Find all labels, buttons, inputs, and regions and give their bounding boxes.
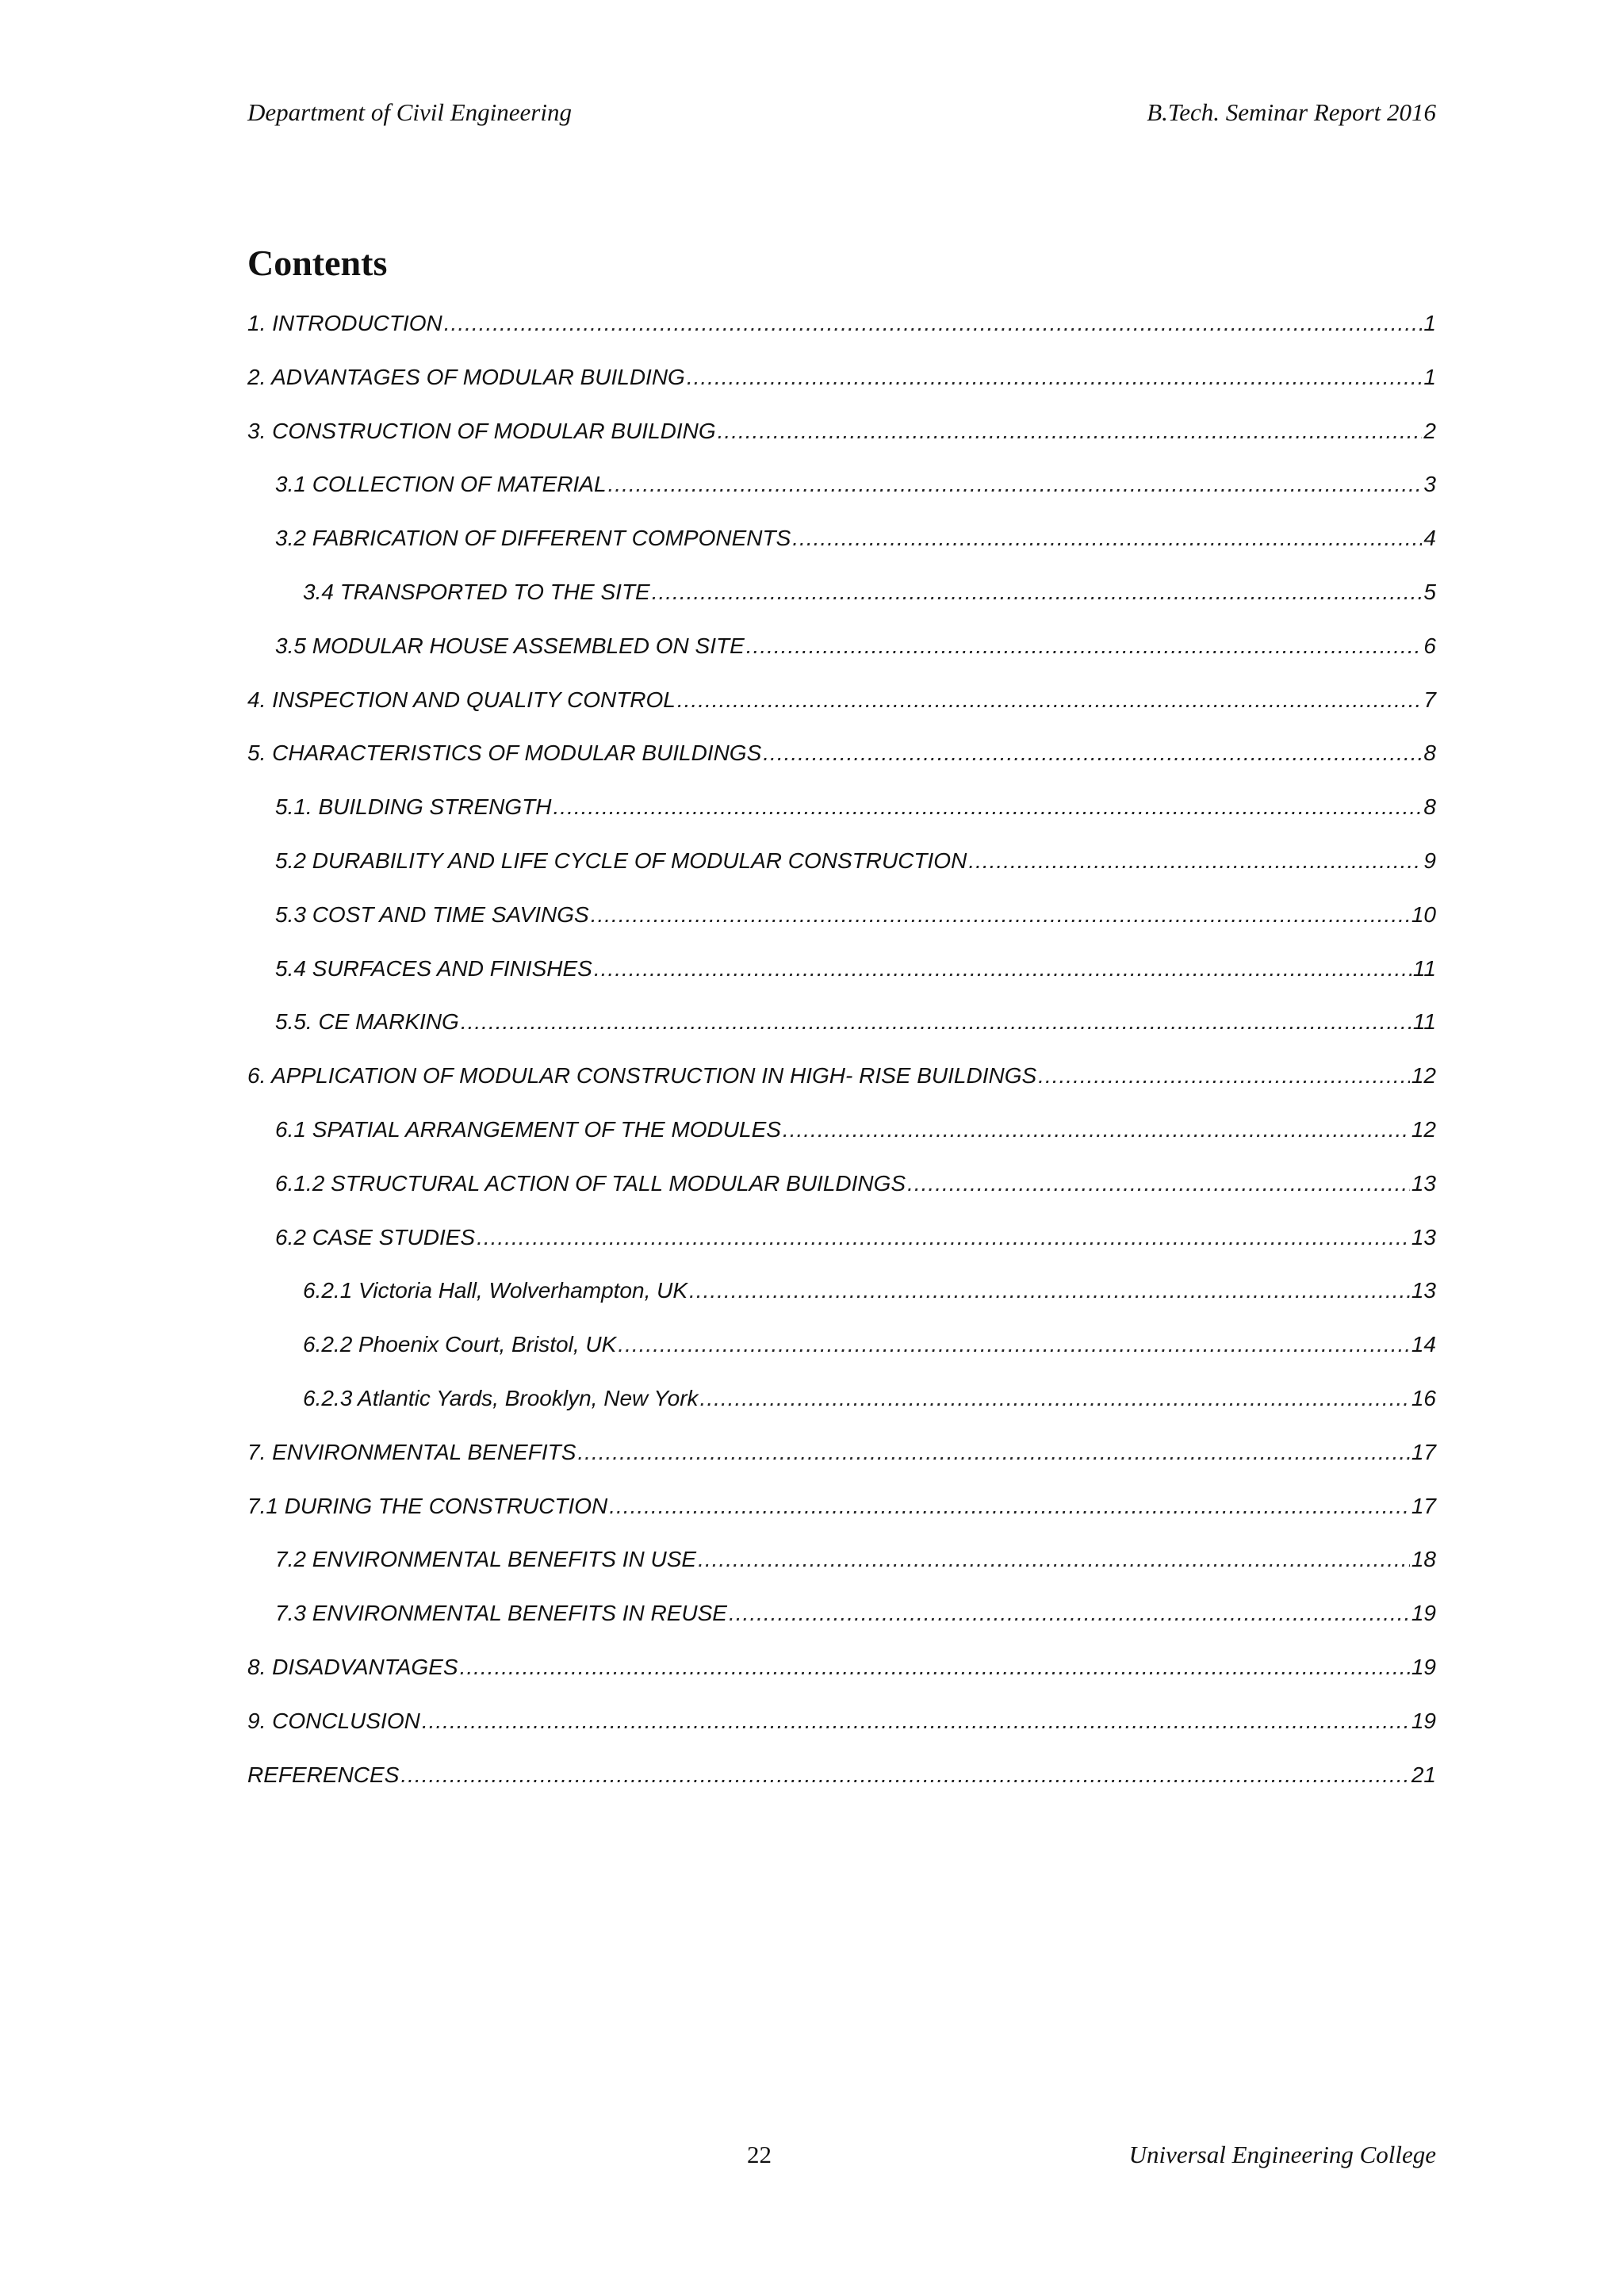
- toc-dot-leader: [689, 1275, 1410, 1307]
- toc-entry[interactable]: [247, 469, 1436, 522]
- toc-entry-page: 6: [1423, 633, 1436, 658]
- toc-entry[interactable]: [247, 415, 1436, 469]
- toc-entry-label: 3.1 COLLECTION OF MATERIAL: [275, 472, 607, 497]
- toc-entry-page: 18: [1411, 1547, 1436, 1572]
- toc-dot-leader: [718, 415, 1423, 447]
- toc-entry[interactable]: [247, 791, 1436, 845]
- page-header: [247, 98, 1436, 130]
- toc-entry-label: 5.3 COST AND TIME SAVINGS: [275, 901, 589, 927]
- toc-dot-leader: [461, 1006, 1411, 1038]
- toc-entry-label: 6.2 CASE STUDIES: [275, 1224, 476, 1249]
- toc-entry-label: 3.2 FABRICATION OF DIFFERENT COMPONENTS: [275, 526, 791, 551]
- toc-entry[interactable]: [247, 1114, 1436, 1168]
- toc-entry-label: 3. CONSTRUCTION OF MODULAR BUILDING: [247, 418, 716, 443]
- toc-entry[interactable]: [247, 1651, 1436, 1705]
- toc-dot-leader: [907, 1168, 1410, 1200]
- toc-dot-leader: [553, 791, 1423, 823]
- toc-entry-page: 5: [1423, 579, 1436, 604]
- toc-entry-label: 7. ENVIRONMENTAL BENEFITS: [247, 1439, 576, 1464]
- toc-entry[interactable]: [247, 1490, 1436, 1544]
- toc-entry-label: 7.3 ENVIRONMENTAL BENEFITS IN REUSE: [275, 1601, 727, 1626]
- toc-entry-label: 5. CHARACTERISTICS OF MODULAR BUILDINGS: [247, 740, 762, 766]
- toc-entry[interactable]: [247, 1060, 1436, 1114]
- toc-entry-label: 5.1. BUILDING STRENGTH: [275, 794, 552, 820]
- toc-dot-leader: [460, 1651, 1410, 1683]
- toc-entry-page: 19: [1411, 1654, 1436, 1679]
- toc-dot-leader: [591, 899, 1410, 931]
- toc-entry-page: 1: [1423, 364, 1436, 389]
- toc-entry[interactable]: [247, 1759, 1436, 1813]
- toc-entry-page: 2: [1423, 418, 1436, 443]
- toc-entry-label: 6.1 SPATIAL ARRANGEMENT OF THE MODULES: [275, 1116, 781, 1142]
- toc-entry-label: 6.2.1 Victoria Hall, Wolverhampton, UK: [303, 1278, 688, 1303]
- toc-entry-page: 4: [1423, 526, 1436, 551]
- contents-heading: Contents: [247, 243, 388, 283]
- toc-dot-leader: [792, 522, 1422, 554]
- toc-dot-leader: [444, 308, 1423, 339]
- toc-entry[interactable]: [247, 576, 1436, 630]
- toc-entry-page: 9: [1423, 848, 1436, 873]
- toc-entry-page: 11: [1412, 1009, 1436, 1035]
- toc-entry[interactable]: [247, 1544, 1436, 1598]
- toc-entry-page: 1: [1423, 311, 1436, 335]
- toc-entry[interactable]: [247, 362, 1436, 415]
- toc-dot-leader: [729, 1598, 1410, 1629]
- toc-entry[interactable]: [247, 630, 1436, 684]
- toc-entry-page: 12: [1411, 1063, 1436, 1089]
- toc-entry-page: 12: [1411, 1116, 1436, 1142]
- toc-entry-label: 7.2 ENVIRONMENTAL BENEFITS IN USE: [275, 1547, 697, 1572]
- toc-entry-label: 4. INSPECTION AND QUALITY CONTROL: [247, 687, 676, 712]
- toc-entry-label: 7.1 DURING THE CONSTRUCTION: [247, 1493, 608, 1518]
- toc-entry[interactable]: [247, 1006, 1436, 1060]
- toc-dot-leader: [608, 469, 1423, 500]
- toc-entry[interactable]: [247, 953, 1436, 1007]
- toc-entry-label: REFERENCES: [247, 1762, 400, 1787]
- toc-dot-leader: [422, 1705, 1410, 1737]
- toc-entry[interactable]: [247, 845, 1436, 899]
- toc-entry-page: 11: [1412, 955, 1436, 981]
- toc-entry-label: 3.5 MODULAR HOUSE ASSEMBLED ON SITE: [275, 633, 745, 658]
- footer-college-name: Universal Engineering College: [1128, 2141, 1436, 2168]
- toc-entry-label: 2. ADVANTAGES OF MODULAR BUILDING: [247, 364, 685, 389]
- toc-dot-leader: [1038, 1060, 1410, 1092]
- toc-entry-label: 6.1.2 STRUCTURAL ACTION OF TALL MODULAR BUILDINGS: [275, 1170, 906, 1196]
- toc-entry-page: 13: [1411, 1278, 1436, 1303]
- toc-entry[interactable]: [247, 308, 1436, 362]
- toc-entry-label: 9. CONCLUSION: [247, 1708, 420, 1733]
- page-footer: [247, 2141, 1436, 2172]
- toc-entry[interactable]: [247, 684, 1436, 738]
- toc-dot-leader: [763, 737, 1422, 769]
- toc-entry-label: 5.2 DURABILITY AND LIFE CYCLE OF MODULAR CONSTRUCTION: [275, 848, 967, 873]
- toc-entry-page: 8: [1423, 740, 1436, 766]
- toc-dot-leader: [698, 1544, 1410, 1575]
- toc-entry[interactable]: [247, 1705, 1436, 1759]
- header-department: Department of Civil Engineering: [247, 98, 572, 126]
- toc-entry-page: 8: [1423, 794, 1436, 820]
- toc-dot-leader: [968, 845, 1422, 877]
- toc-entry[interactable]: [247, 737, 1436, 791]
- toc-entry[interactable]: [247, 1275, 1436, 1329]
- toc-entry-label: 5.4 SURFACES AND FINISHES: [275, 955, 592, 981]
- toc-entry-page: 19: [1411, 1601, 1436, 1626]
- toc-entry-label: 1. INTRODUCTION: [247, 311, 442, 335]
- toc-entry-page: 13: [1411, 1224, 1436, 1249]
- toc-entry[interactable]: [247, 899, 1436, 953]
- table-of-contents: [247, 308, 1436, 1812]
- toc-entry[interactable]: [247, 522, 1436, 576]
- toc-entry[interactable]: [247, 1222, 1436, 1276]
- toc-entry[interactable]: [247, 1598, 1436, 1651]
- toc-entry-page: 13: [1411, 1170, 1436, 1196]
- toc-dot-leader: [783, 1114, 1410, 1146]
- toc-dot-leader: [609, 1490, 1410, 1522]
- toc-entry-page: 19: [1411, 1708, 1436, 1733]
- toc-entry[interactable]: [247, 1437, 1436, 1490]
- header-report-title: B.Tech. Seminar Report 2016: [1147, 98, 1436, 126]
- toc-entry-label: 6. APPLICATION OF MODULAR CONSTRUCTION IN HIGH- RISE BUILDINGS: [247, 1063, 1037, 1089]
- page-number: 22: [747, 2141, 772, 2168]
- toc-entry-page: 21: [1411, 1762, 1436, 1787]
- toc-entry-page: 7: [1423, 687, 1436, 712]
- toc-dot-leader: [577, 1437, 1409, 1468]
- toc-dot-leader: [746, 630, 1423, 662]
- toc-entry-label: 5.5. CE MARKING: [275, 1009, 459, 1035]
- toc-entry-page: 17: [1411, 1493, 1436, 1518]
- toc-dot-leader: [618, 1329, 1410, 1360]
- toc-entry-page: 10: [1411, 901, 1436, 927]
- toc-entry-label: 6.2.2 Phoenix Court, Bristol, UK: [303, 1332, 617, 1357]
- toc-entry[interactable]: [247, 1329, 1436, 1383]
- toc-dot-leader: [700, 1383, 1410, 1414]
- toc-entry-label: 3.4 TRANSPORTED TO THE SITE: [303, 579, 650, 604]
- toc-entry-page: 17: [1411, 1439, 1436, 1464]
- toc-entry-page: 3: [1423, 472, 1436, 497]
- toc-entry-page: 16: [1411, 1385, 1436, 1410]
- toc-dot-leader: [400, 1759, 1409, 1791]
- toc-entry[interactable]: [247, 1383, 1436, 1437]
- toc-entry[interactable]: [247, 1168, 1436, 1222]
- toc-dot-leader: [652, 576, 1423, 608]
- toc-entry-page: 14: [1411, 1332, 1436, 1357]
- toc-dot-leader: [477, 1222, 1410, 1253]
- toc-dot-leader: [677, 684, 1423, 716]
- toc-dot-leader: [687, 362, 1423, 393]
- toc-dot-leader: [594, 953, 1411, 985]
- toc-entry-label: 6.2.3 Atlantic Yards, Brooklyn, New York: [303, 1385, 699, 1410]
- toc-entry-label: 8. DISADVANTAGES: [247, 1654, 458, 1679]
